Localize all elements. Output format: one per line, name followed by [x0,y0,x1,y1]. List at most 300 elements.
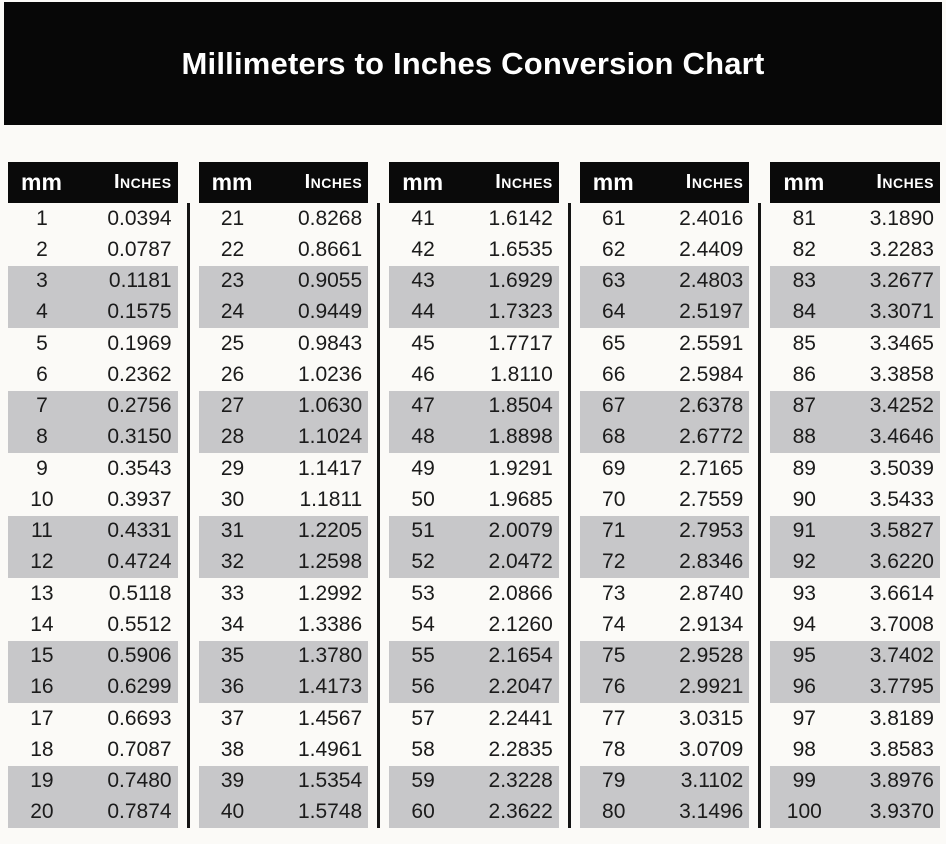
inches-value: 3.1496 [679,800,744,824]
mm-value: 37 [220,706,245,730]
inches-value: 2.9921 [679,675,744,699]
mm-value: 45 [411,331,435,355]
mm-value: 4 [36,300,48,324]
table-row [580,703,750,734]
mm-value: 46 [411,362,435,386]
mm-value: 27 [220,394,245,418]
mm-value: 69 [602,456,626,480]
inches-value: 3.3071 [869,300,934,324]
table-divider-gap [368,162,389,828]
inches-column-header: Inches [114,171,172,193]
inches-value: 3.3858 [869,362,934,386]
table-row [389,703,559,734]
table-row [8,359,178,390]
table-row [199,203,369,234]
table-row [580,203,750,234]
mm-value: 12 [30,550,54,574]
mm-value: 52 [411,550,435,574]
mm-value: 63 [602,269,626,293]
mm-column-header: mm [211,169,253,195]
mm-value: 28 [220,425,245,449]
inches-value: 3.6614 [869,581,934,605]
mm-value: 10 [30,487,54,511]
table-row [199,766,369,797]
mm-value: 7 [36,394,48,418]
inches-value: 2.0472 [488,550,553,574]
table-row [8,266,178,297]
inches-value: 0.9843 [297,331,363,355]
inches-value: 1.4173 [297,675,363,699]
mm-value: 34 [220,612,245,636]
mm-value: 67 [602,394,626,418]
mm-value: 35 [220,644,245,668]
mm-value: 29 [220,456,245,480]
inches-value: 0.6299 [107,675,172,699]
table-row [770,609,940,640]
mm-value: 59 [411,769,435,793]
table-row [389,266,559,297]
mm-value: 79 [602,769,626,793]
table-row [770,797,940,828]
table-row [199,734,369,765]
mm-value: 72 [602,550,626,574]
mm-value: 47 [411,394,435,418]
inches-value: 0.4331 [107,519,172,543]
table-divider-line [187,203,190,828]
conversion-table [8,162,178,828]
table-row [8,297,178,328]
mm-value: 57 [411,706,435,730]
table-row [389,547,559,578]
mm-value: 1 [36,206,48,230]
table-row [8,734,178,765]
mm-value: 2 [36,237,48,261]
inches-value: 1.3386 [297,612,363,636]
mm-column-header: mm [783,169,825,195]
mm-value: 64 [602,300,626,324]
table-row [770,547,940,578]
inches-value: 0.1575 [107,300,172,324]
mm-value: 61 [602,206,626,230]
table-row [389,328,559,359]
inches-value: 1.2205 [297,519,363,543]
table-divider-gap [749,162,770,828]
inches-value: 2.9528 [679,644,744,668]
mm-value: 21 [220,206,245,230]
mm-value: 9 [36,456,48,480]
table-row [389,609,559,640]
table-row [580,359,750,390]
inches-value: 1.7323 [488,300,553,324]
mm-value: 82 [792,237,816,261]
table-row [8,422,178,453]
inches-value: 2.7559 [679,487,744,511]
table-row [580,797,750,828]
mm-value: 80 [602,800,626,824]
mm-value: 8 [36,425,48,449]
table-row [770,516,940,547]
inches-value: 0.9449 [297,300,363,324]
inches-value: 1.0630 [297,394,363,418]
table-row [770,297,940,328]
table-header [199,162,369,203]
table-row [580,422,750,453]
inches-value: 2.4016 [679,206,744,230]
inches-value: 3.8583 [869,737,934,761]
inches-value: 0.2362 [107,362,172,386]
inches-value: 3.0709 [679,737,744,761]
inches-value: 3.7008 [869,612,934,636]
inches-value: 1.9291 [488,456,553,480]
mm-value: 50 [411,487,435,511]
inches-value: 0.7087 [107,737,172,761]
inches-value: 1.9685 [488,487,553,511]
mm-value: 85 [792,331,816,355]
table-row [389,391,559,422]
table-row [8,234,178,265]
mm-value: 68 [602,425,626,449]
inches-value: 3.3465 [869,331,934,355]
table-header [389,162,559,203]
mm-value: 24 [220,300,245,324]
mm-value: 62 [602,237,626,261]
inches-value: 2.2441 [488,706,553,730]
mm-value: 83 [792,269,816,293]
table-row [8,547,178,578]
inches-value: 3.7402 [869,644,934,668]
table-row [389,297,559,328]
table-row [580,672,750,703]
inches-value: 1.7717 [488,331,553,355]
mm-value: 55 [411,644,435,668]
mm-value: 76 [602,675,626,699]
table-row [770,453,940,484]
table-row [770,359,940,390]
inches-column-header: Inches [495,171,553,193]
inches-value: 0.6693 [107,706,172,730]
inches-column-header: Inches [876,171,934,193]
mm-value: 81 [792,206,816,230]
mm-value: 5 [36,331,48,355]
inches-value: 3.0315 [679,706,744,730]
mm-value: 99 [792,769,816,793]
inches-value: 0.8661 [297,237,363,261]
mm-value: 66 [602,362,626,386]
table-row [8,484,178,515]
mm-value: 78 [602,737,626,761]
table-row [580,234,750,265]
mm-value: 51 [411,519,435,543]
table-divider-line [377,203,380,828]
mm-value: 17 [30,706,54,730]
inches-value: 0.0394 [107,206,172,230]
mm-column-header: mm [21,169,62,195]
inches-value: 2.8346 [679,550,744,574]
table-row [199,703,369,734]
inches-value: 1.8110 [490,362,553,386]
conversion-table [199,162,369,828]
inches-value: 1.3780 [297,644,363,668]
mm-value: 39 [220,769,245,793]
table-row [770,328,940,359]
inches-value: 2.5591 [679,331,744,355]
table-row [389,766,559,797]
mm-value: 20 [30,800,54,824]
mm-value: 32 [220,550,245,574]
inches-value: 0.2756 [107,394,172,418]
inches-value: 0.8268 [297,206,363,230]
table-row [199,578,369,609]
inches-value: 3.5433 [869,487,934,511]
mm-value: 91 [792,519,816,543]
inches-value: 3.8189 [869,706,934,730]
table-row [199,422,369,453]
table-row [770,578,940,609]
table-row [770,672,940,703]
table-row [389,359,559,390]
inches-value: 2.1654 [488,644,553,668]
mm-value: 100 [786,800,822,824]
inches-value: 0.3543 [107,456,172,480]
inches-value: 2.6378 [679,394,744,418]
table-row [199,641,369,672]
table-row [770,766,940,797]
mm-value: 98 [792,737,816,761]
table-row [580,266,750,297]
mm-value: 70 [602,487,626,511]
table-row [199,484,369,515]
mm-value: 74 [602,612,626,636]
table-row [770,734,940,765]
table-row [199,797,369,828]
table-row [770,266,940,297]
inches-value: 3.2283 [869,237,934,261]
mm-value: 75 [602,644,626,668]
inches-value: 1.6142 [488,206,553,230]
table-row [580,453,750,484]
inches-value: 2.4803 [679,269,744,293]
table-row [770,703,940,734]
inches-value: 1.0236 [297,362,363,386]
inches-value: 2.8740 [679,581,744,605]
table-row [199,672,369,703]
mm-value: 87 [792,394,816,418]
table-divider-line [568,203,571,828]
table-row [580,547,750,578]
conversion-table [580,162,750,828]
inches-value: 1.5748 [297,800,363,824]
mm-column-header: mm [402,169,444,195]
inches-value: 3.2677 [869,269,934,293]
mm-value: 14 [30,612,54,636]
inches-value: 2.3228 [488,769,553,793]
inches-value: 1.2992 [297,581,363,605]
mm-value: 43 [411,269,435,293]
mm-value: 38 [220,737,245,761]
table-row [770,641,940,672]
mm-value: 49 [411,456,435,480]
inches-value: 1.8504 [488,394,553,418]
table-header [580,162,750,203]
inches-value: 3.1890 [869,206,934,230]
mm-value: 3 [36,269,48,293]
mm-value: 48 [411,425,435,449]
inches-value: 3.5827 [869,519,934,543]
mm-value: 23 [220,269,245,293]
table-row [389,578,559,609]
mm-value: 65 [602,331,626,355]
mm-value: 42 [411,237,435,261]
table-row [8,766,178,797]
table-row [389,203,559,234]
inches-value: 2.0079 [488,519,553,543]
table-row [8,609,178,640]
table-row [199,234,369,265]
mm-value: 36 [220,675,245,699]
mm-value: 60 [411,800,435,824]
table-row [580,734,750,765]
inches-value: 0.4724 [107,550,172,574]
table-row [389,234,559,265]
table-row [199,328,369,359]
mm-value: 90 [792,487,816,511]
table-row [389,797,559,828]
inches-column-header: Inches [685,171,744,193]
inches-column-header: Inches [304,171,363,193]
inches-value: 3.5039 [869,456,934,480]
inches-value: 2.9134 [679,612,744,636]
page-title: Millimeters to Inches Conversion Chart [181,45,765,81]
table-row [8,641,178,672]
table-divider-line [758,203,761,828]
table-row [770,422,940,453]
table-row [199,609,369,640]
table-divider-gap [178,162,199,828]
inches-value: 0.3150 [107,425,172,449]
table-row [389,672,559,703]
mm-value: 41 [411,206,435,230]
inches-value: 0.9055 [297,269,363,293]
inches-value: 3.4252 [869,394,934,418]
mm-value: 26 [220,362,245,386]
mm-value: 94 [792,612,816,636]
table-row [580,328,750,359]
table-row [580,391,750,422]
mm-value: 25 [220,331,245,355]
table-header [8,162,178,203]
table-row [199,297,369,328]
tables-container [8,162,940,828]
inches-value: 0.0787 [107,237,172,261]
inches-value: 1.6929 [488,269,553,293]
inches-value: 2.7953 [679,519,744,543]
table-row [199,547,369,578]
table-row [389,484,559,515]
mm-value: 44 [411,300,435,324]
inches-value: 1.1417 [297,456,363,480]
table-row [389,516,559,547]
inches-value: 0.5512 [107,612,172,636]
inches-value: 3.8976 [869,769,934,793]
inches-value: 2.5984 [679,362,744,386]
mm-value: 95 [792,644,816,668]
mm-value: 22 [220,237,245,261]
table-row [8,672,178,703]
inches-value: 2.2047 [488,675,553,699]
mm-value: 71 [602,519,626,543]
inches-value: 0.5118 [108,581,172,605]
mm-value: 88 [792,425,816,449]
inches-value: 1.4961 [297,737,363,761]
inches-value: 2.3622 [488,800,553,824]
table-header [770,162,940,203]
mm-value: 89 [792,456,816,480]
table-row [389,422,559,453]
table-row [389,641,559,672]
inches-value: 2.0866 [488,581,553,605]
inches-value: 0.7480 [107,769,172,793]
inches-value: 1.2598 [297,550,363,574]
table-row [8,391,178,422]
mm-value: 16 [30,675,54,699]
mm-value: 18 [30,737,54,761]
table-divider-gap [559,162,580,828]
mm-value: 30 [220,487,245,511]
inches-value: 2.4409 [679,237,744,261]
inches-value: 0.1181 [108,269,172,293]
mm-value: 31 [220,519,245,543]
mm-value: 58 [411,737,435,761]
table-row [580,641,750,672]
mm-column-header: mm [592,169,634,195]
table-row [389,453,559,484]
table-row [580,484,750,515]
mm-value: 19 [30,769,54,793]
inches-value: 2.1260 [488,612,553,636]
table-row [770,484,940,515]
mm-value: 13 [30,581,54,605]
inches-value: 1.1811 [299,487,363,511]
mm-value: 96 [792,675,816,699]
mm-value: 33 [220,581,245,605]
mm-value: 54 [411,612,435,636]
table-row [199,453,369,484]
conversion-table [389,162,559,828]
table-row [8,578,178,609]
table-row [8,203,178,234]
mm-value: 53 [411,581,435,605]
table-row [8,453,178,484]
table-row [8,703,178,734]
mm-value: 97 [792,706,816,730]
inches-value: 3.7795 [869,675,934,699]
table-row [580,297,750,328]
mm-value: 86 [792,362,816,386]
inches-value: 0.1969 [107,331,172,355]
inches-value: 2.5197 [679,300,744,324]
table-row [580,578,750,609]
inches-value: 3.4646 [869,425,934,449]
table-row [770,391,940,422]
mm-value: 93 [792,581,816,605]
title-banner [4,2,942,125]
inches-value: 1.1024 [297,425,363,449]
mm-value: 15 [30,644,54,668]
mm-value: 6 [36,362,48,386]
inches-value: 1.4567 [297,706,363,730]
conversion-table [770,162,940,828]
inches-value: 3.6220 [869,550,934,574]
